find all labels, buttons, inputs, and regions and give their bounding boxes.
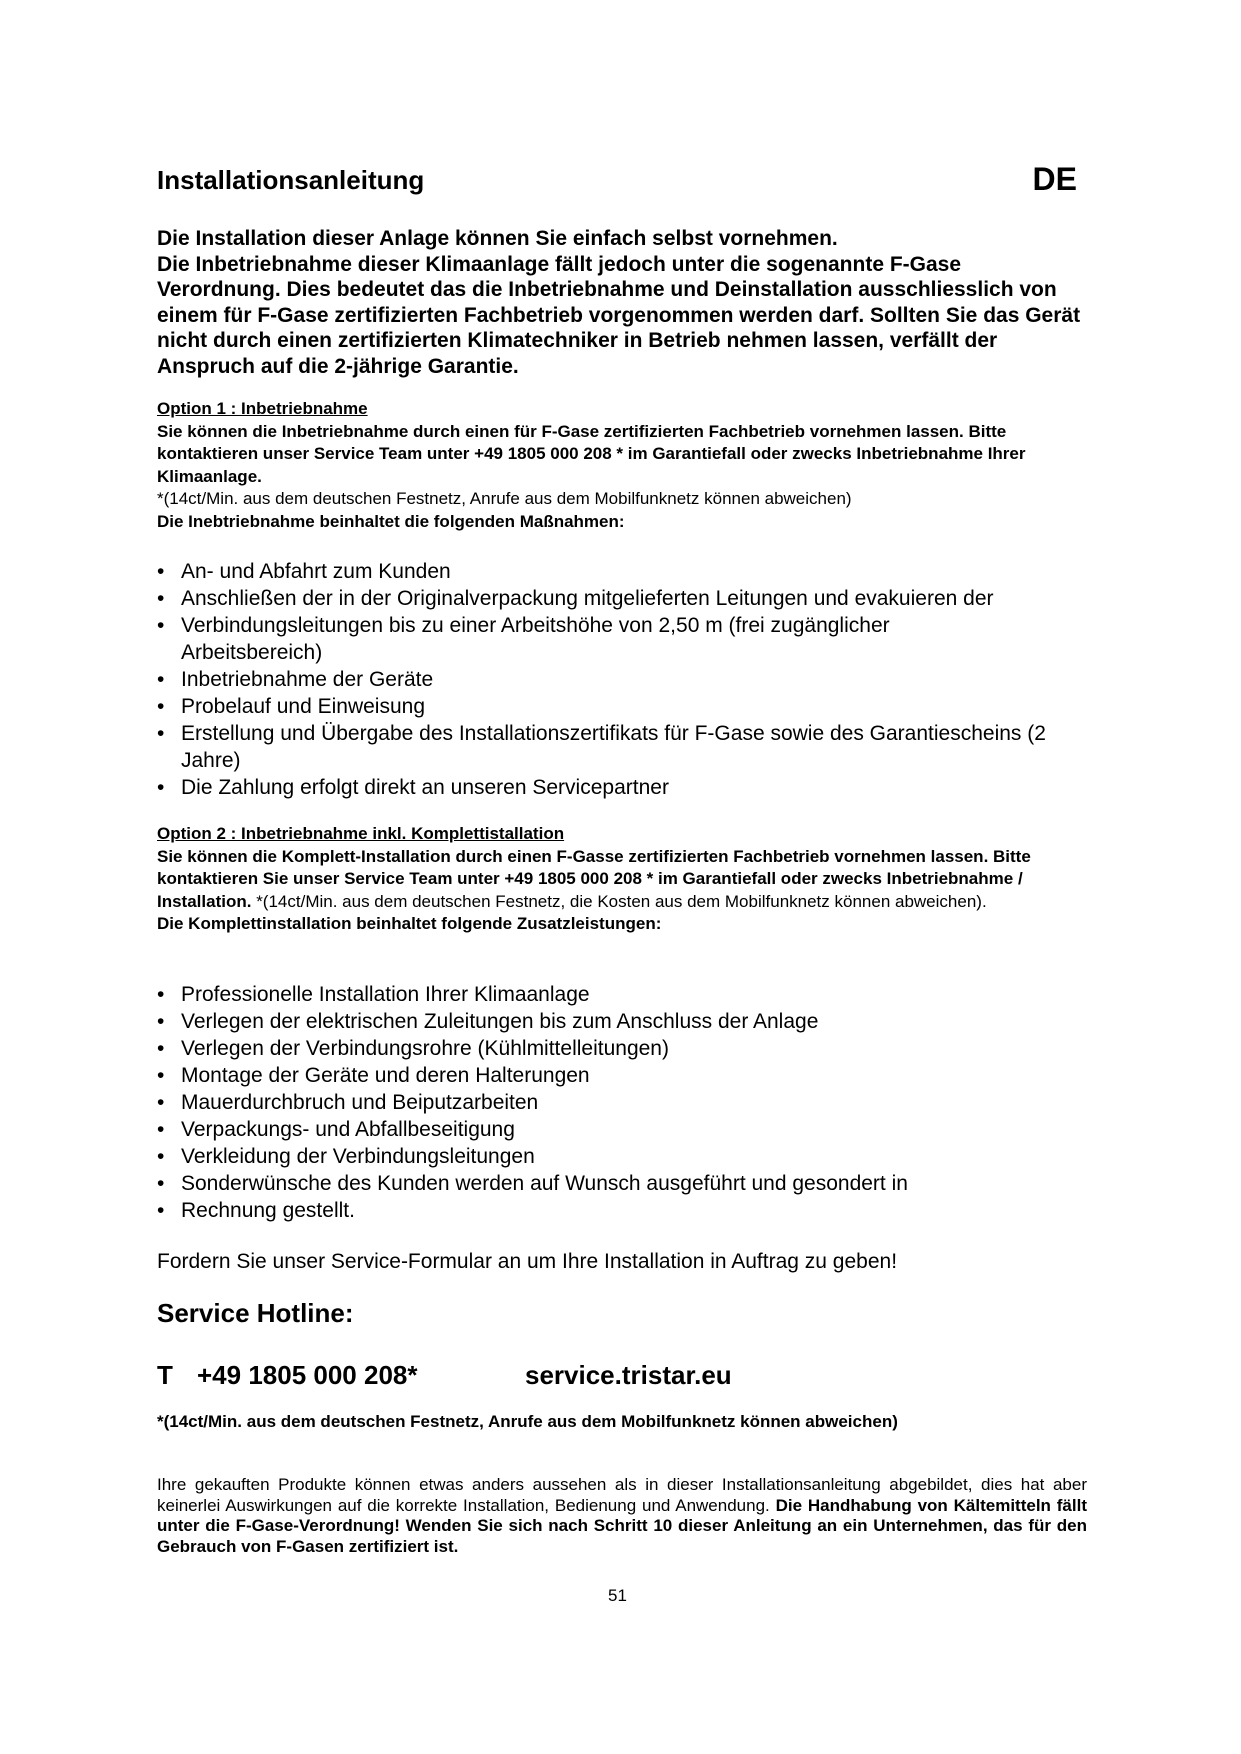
page-title: Installationsanleitung — [157, 165, 425, 195]
option-1-text: Sie können die Inbetriebnahme durch einen für F-Gase zertifizierten Fachbetrieb vornehmen lassen. Bitte kontaktieren unser Service Team unter +49 1805 000 208 * im Garantiefall oder zwecks Inbetriebnahme Ihrer Klimaanlage. — [157, 421, 1026, 486]
list-item: • Montage der Geräte und deren Halterungen — [157, 1062, 1087, 1089]
option-2-list-intro: Die Komplettinstallation beinhaltet folgende Zusatzleistungen: — [157, 914, 662, 933]
intro-line-2: Die Inbetriebnahme dieser Klimaanlage fällt jedoch unter die sogenannte F-Gase Verordnung. Dies bedeutet das die Inbetriebnahme und Deinstallation ausschliesslich von einem für F-Gase zertifizierten Fachbetrieb vorgenommen werden darf. Sollten Sie das Gerät nicht durch einen zertifizierten Klimatechniker in Betrieb nehmen lassen, verfällt der Anspruch auf die 2-jährige Garantie. — [157, 252, 1081, 378]
list-item: • Erstellung und Übergabe des Installationszertifikats für F-Gase sowie des Garantiescheins (2 Jahre) — [157, 720, 1087, 774]
option-1-list-intro: Die Inebtriebnahme beinhaltet die folgenden Maßnahmen: — [157, 511, 625, 531]
intro-line-1: Die Installation dieser Anlage können Sie einfach selbst vornehmen. — [157, 227, 838, 250]
intro-paragraph — [157, 226, 1087, 379]
option-2-text: Sie können die Komplett-Installation durch einen F-Gasse zertifizierten Fachbetrieb vornehmen lassen. Bitte kontaktieren Sie unser Service Team unter +49 1805 000 208 * im Garantiefall oder zwecks Inbetriebnahme / Installation. — [157, 846, 1031, 911]
list-item: • Die Zahlung erfolgt direkt an unseren Servicepartner — [157, 774, 1087, 801]
service-website: service.tristar.eu — [525, 1360, 732, 1390]
option-1-heading: Option 1 : Inbetriebnahme — [157, 399, 368, 418]
disclaimer-warning: Die Handhabung von Kältemitteln fällt unter die F-Gase-Verordnung! Wenden Sie sich nach Schritt 10 dieser Anleitung an ein Unternehmen, das für den Gebrauch von F-Gasen zertifiziert ist. — [157, 1495, 1087, 1556]
language-code: DE — [1032, 161, 1077, 197]
list-item: • Mauerdurchbruch und Beiputzarbeiten — [157, 1089, 1087, 1116]
hotline-footnote: *(14ct/Min. aus dem deutschen Festnetz, Anrufe aus dem Mobilfunknetz können abweichen) — [157, 1412, 898, 1431]
list-item: • Verlegen der elektrischen Zuleitungen bis zum Anschluss der Anlage — [157, 1008, 1087, 1035]
list-item: • Probelauf und Einweisung — [157, 693, 1087, 720]
option-1-note: *(14ct/Min. aus dem deutschen Festnetz, Anrufe aus dem Mobilfunknetz können abweichen) — [157, 489, 852, 508]
list-item: • Verlegen der Verbindungsrohre (Kühlmittelleitungen) — [157, 1035, 1087, 1062]
list-item: • Verkleidung der Verbindungsleitungen — [157, 1143, 1087, 1170]
list-item: • Sonderwünsche des Kunden werden auf Wunsch ausgeführt und gesondert in — [157, 1170, 1087, 1197]
service-form-call-to-action: Fordern Sie unser Service-Formular an um Ihre Installation in Auftrag zu geben! — [157, 1250, 898, 1273]
list-item: • Verbindungsleitungen bis zu einer Arbeitshöhe von 2,50 m (frei zugänglicher Arbeitsbereich) — [157, 612, 1087, 666]
option-2-list — [157, 981, 1087, 1224]
list-item: • Anschließen der in der Originalverpackung mitgelieferten Leitungen und evakuieren der — [157, 585, 1087, 612]
page-header — [157, 161, 1077, 205]
option-2-section — [157, 823, 1087, 936]
list-item: • Inbetriebnahme der Geräte — [157, 666, 1087, 693]
option-1-list — [157, 558, 1087, 801]
hotline-phone-number: +49 1805 000 208* — [197, 1360, 418, 1390]
disclaimer-text: Ihre gekauften Produkte können etwas anders aussehen als in dieser Installationsanleitung abgebildet, dies hat aber keinerlei Auswirkungen auf die korrekte Installation, Bedienung und Anwendung. — [157, 1475, 1087, 1515]
list-item: • Verpackungs- und Abfallbeseitigung — [157, 1116, 1087, 1143]
list-item: • Rechnung gestellt. — [157, 1197, 1087, 1224]
list-item: • An- und Abfahrt zum Kunden — [157, 558, 1087, 585]
service-hotline-title: Service Hotline: — [157, 1298, 354, 1328]
disclaimer-paragraph — [157, 1475, 1087, 1557]
option-2-heading: Option 2 : Inbetriebnahme inkl. Komplettistallation — [157, 824, 565, 843]
list-item: • Professionelle Installation Ihrer Klimaanlage — [157, 981, 1087, 1008]
phone-prefix: T — [157, 1360, 173, 1390]
option-2-note: *(14ct/Min. aus dem deutschen Festnetz, die Kosten aus dem Mobilfunknetz können abweichen). — [251, 891, 987, 911]
page-number: 51 — [608, 1586, 627, 1605]
option-1-section — [157, 398, 1087, 533]
